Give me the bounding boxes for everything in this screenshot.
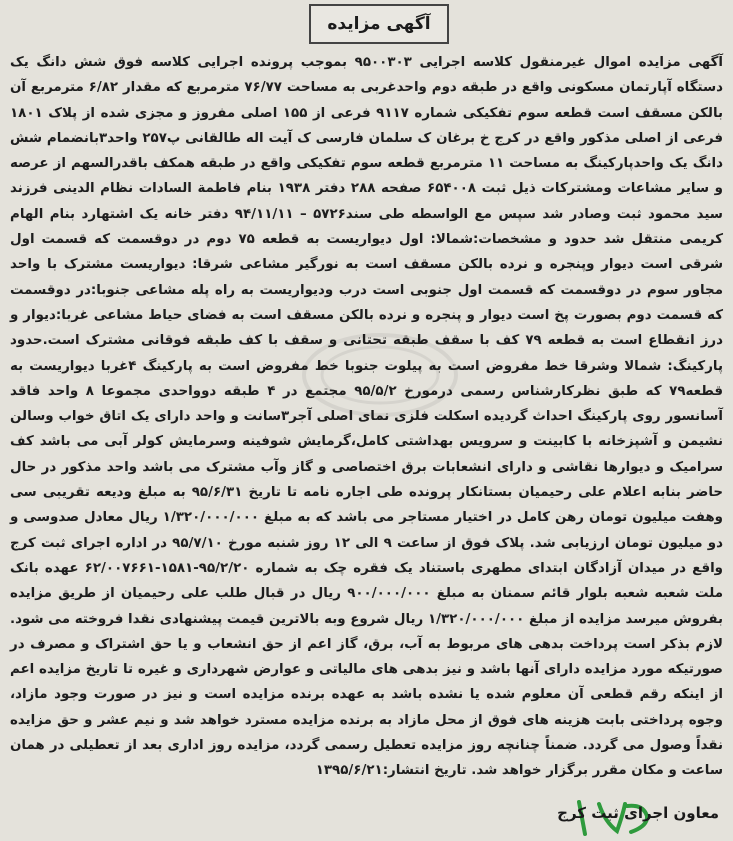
notice-title: آگهی مزایده [327,14,431,34]
notice-body: آگهی مزایده اموال غیرمنقول کلاسه اجرایی ۹۵۰۰۳۰۳ بموجب پرونده اجرایی کلاسه فوق شش دانگ یک دستگاه آپارتمان مسکونی واقع در طبقه دوم واحدغربی به مساحت ۷۶/۷۷ مترمربع که مقدار ۶/۸۲ مترمربع آن بالکن مسقف است قطعه سوم تفکیکی شماره ۹۱۱۷ فرعی از ۱۵۵ اصلی مفروز و مجزی شده از پلاک ۱۸۰۱ فرعی از اصلی مذکور واقع در کرج خ برغان ک سلمان فارسی ک آیت اله طالقانی پ۲۵۷ واحد۳بانضمام شش دانگ یک واحدپارکینگ به مساحت ۱۱ مترمربع قطعه سوم تفکیکی واقع در طبقه همکف باقدرالسهم از عرصه و سایر مشاعات ومشترکات ذیل ثبت ۶۵۴۰۰۸ صفحه ۲۸۸ دفتر ۱۹۳۸ بنام فاطمة السادات نظام الدینی فرزند سید محمود ثبت وصادر شد سپس مع الواسطه طی سند۵۷۲۶ – ۹۴/۱۱/۱۱ دفتر خانه یک اشتهارد بنام الهام کریمی منتقل شد حدود و مشخصات:شمالا: اول دیواریست به قطعه ۷۵ دوم در دوقسمت که قسمت اول شرقی است دیوار وپنجره و نرده بالکن مسقف است به نورگیر مشاعی شرقا: دیواریست مشترک با واحد مجاور سوم در دوقسمت که قسمت اول جنوبی است درب ودیواریست به راه پله مشاعی جنوبا:در دوقسمت که قسمت دوم بصورت پخ است دیوار و پنجره و نرده بالکن مسقف است به فضای حیاط مشاعی غربا:دیوار و درز انقطاع است به قطعه ۷۹ کف با سقف طبقه تحتانی و سقف با کف طبقه فوقانی مشترک است.حدود پارکینگ: شمالا وشرقا خط مفروض است به پیلوت جنوبا خط مفروض است به پارکینگ ۴غربا دیواریست به قطعه۷۹ که طبق نظرکارشناس رسمی درمورخ ۹۵/۵/۲ مجتمع در ۴ طبقه دوواحدی مجموعا ۸ واحد فاقد آسانسور روی پارکینگ احداث گردیده اسکلت فلزی نمای اصلی آجر۳سانت و واحد دارای یک اتاق خواب وسالن نشیمن و آشپزخانه با کابینت و سرویس بهداشتی کامل،گرمایش شوفینه وسرمایش کولر آبی می باشد کف سرامیک و دیوارها نقاشی و دارای انشعابات برق اختصاصی و گاز وآب مشترک می باشد واحد مذکور در حال حاضر بنابه اعلام علی رحیمیان بستانکار پرونده طی اجاره نامه تا تاریخ ۹۵/۶/۳۱ به مبلغ ودیعه تقریبی سی وهفت میلیون تومان رهن کامل در اختیار مستاجر می باشد که به مبلغ ۱/۳۲۰/۰۰۰/۰۰۰ ریال معادل صدوسی و دو میلیون تومان ارزیابی شد. پلاک فوق از ساعت ۹ الی ۱۲ روز شنبه مورخ ۹۵/۷/۱۰ در اداره اجرای ثبت کرج واقع در میدان آزادگان ابتدای مطهری باستناد یک فقره چک به شماره ۹۵/۲/۲۰-۱۵۸۱-۶۲/۰۰۷۶۶۱ عهده بانک ملت شعبه شعبه بلوار قائم سمنان به مبلغ ۹۰۰/۰۰۰/۰۰۰ ریال در قبال طلب علی رحیمیان از طریق مزایده بفروش میرسد مزایده از مبلغ ۱/۳۲۰/۰۰۰/۰۰۰ ریال شروع وبه بالاترین قیمت پیشنهادی نقدا فروخته می شود. لازم بذکر است پرداخت بدهی های مربوط به آب، برق، گاز اعم از حق انشعاب و یا حق اشتراک و مصرف در صورتیکه مورد مزایده دارای آنها باشد و نیز بدهی های مالیاتی و عوارض شهرداری و غیره تا تاریخ مزایده اعم از اینکه رقم قطعی آن معلوم شده یا نشده باشد به عهده برنده مزایده است و نیز در صورت وجود مازاد، وجوه پرداختی بابت هزینه های فوق از محل مازاد به برنده مزایده مسترد خواهد شد و نیم عشر و حق مزایده نقداً وصول می گردد. ضمناً چنانچه روز مزایده تعطیل رسمی گردد، مزایده روز اداری بعد از تعطیلی در همان ساعت و مکان مقرر برگزار خواهد شد. تاریخ انتشار:۱۳۹۵/۶/۲۱ [10,55,724,779]
signature-line: معاون اجرای ثبت کرج [557,804,719,822]
notice-title-box [309,4,449,44]
